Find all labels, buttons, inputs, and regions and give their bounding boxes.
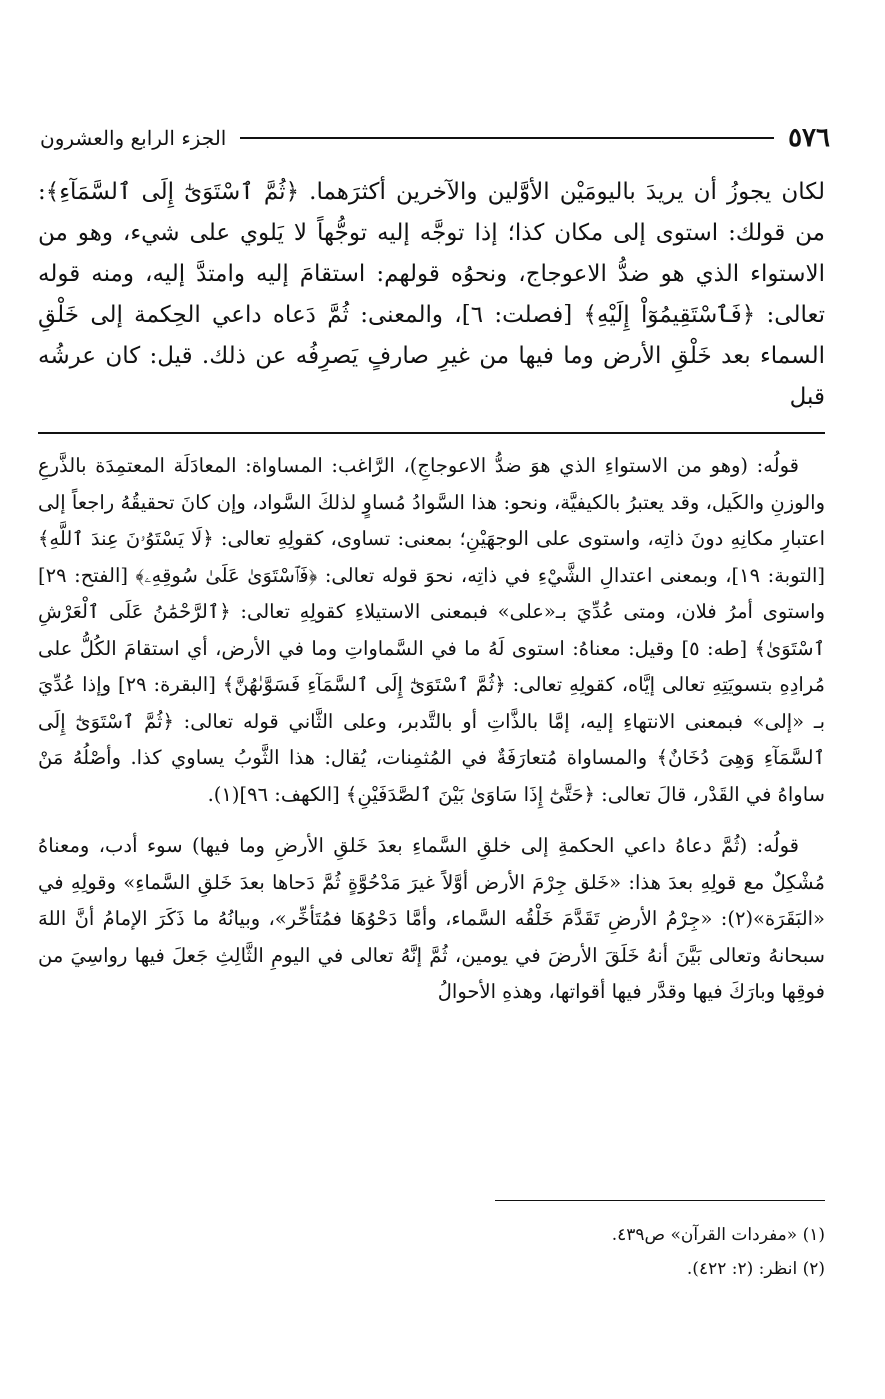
header-rule bbox=[240, 137, 774, 139]
footnote-divider bbox=[495, 1200, 825, 1201]
commentary-paragraph-1: قولُه: (وهو من الاستواءِ الذي هوَ ضدُّ الاعوجاجِ)، الرَّاغب: المساواة: المعادَلَة المعتمِدَة بالذَّرعِ والوزنِ والكَيل، وقد يعتبرُ بالكيفيَّة، ونحو: هذا السَّوادُ مُساوٍ لذلكَ السَّواد، وإن كانَ تحقيقُهُ راجعاً إلى اعتبارِ مكانِهِ دونَ ذاتِه، واستوى على الوجهَيْنِ؛ بمعنى: تساوى، كقولِهِ تعالى: ﴿لَا يَسْتَوُۥنَ عِندَ ٱللَّهِ﴾ [التوبة: ١٩]، وبمعنى اعتدالِ الشَّيْءِ في ذاتِه، نحوَ قوله تعالى: ﴿فَٱسْتَوَىٰ عَلَىٰ سُوقِهِۦ﴾ [الفتح: ٢٩] واستوى أمرُ فلان، ومتى عُدِّيَ بـ«على» فبمعنى الاستيلاءِ كقولِهِ تعالى: ﴿ٱلرَّحْمَٰنُ عَلَى ٱلْعَرْشِ ٱسْتَوَىٰ﴾ [طه: ٥] وقيل: معناهُ: استوى لَهُ ما في السَّماواتِ وما في الأرض، أي استقامَ الكُلُّ على مُرادِهِ بتسويَتِهِ تعالى إيَّاه، كقولِهِ تعالى: ﴿ثُمَّ ٱسْتَوَىٰٓ إِلَى ٱلسَّمَآءِ فَسَوَّىٰهُنَّ﴾ [البقرة: ٢٩] وإذا عُدِّيَ بـ «إلى» فبمعنى الانتهاءِ إليه، إمَّا بالذَّاتِ أو بالتَّدبر، وعلى الثَّاني قوله تعالى: ﴿ثُمَّ ٱسْتَوَىٰٓ إِلَى ٱلسَّمَآءِ وَهِىَ دُخَانٌ﴾ والمساواة مُتعارَفَةٌ في المُثمِنات، يُقال: هذا الثَّوبُ يساوي كذا. وأصْلُهُ مَنْ ساواهُ في القَدْر، قالَ تعالى: ﴿حَتَّىٰٓ إِذَا سَاوَىٰ بَيْنَ ٱلصَّدَفَيْنِ﴾ [الكهف: ٩٦](١). bbox=[38, 454, 826, 806]
page-header bbox=[40, 118, 830, 158]
footnotes bbox=[38, 1218, 825, 1286]
commentary-paragraph-2: قولُه: (ثُمَّ دعاهُ داعي الحكمةِ إلى خلقِ السَّماءِ بعدَ خَلقِ الأرضِ وما فيها) سوء أدب، ومعناهُ مُشْكِلٌ مع قولِهِ بعدَ هذا: «خَلق جِرْمَ الأرض أوَّلاً غيرَ مَدْحُوَّةٍ ثُمَّ دَحاها بعدَ خَلقِ السَّماءِ» وقولِهِ في «البَقَرَة»(٢): «جِرْمُ الأرضِ تَقَدَّمَ خَلْقُه السَّماء، وأمَّا دَحْوُهَا فمُتَأخِّر»، وبيانُهُ ما ذَكَرَ الإمامُ أنَّ اللهَ سبحانهُ وتعالى بَيَّنَ أنهُ خَلَقَ الأرضَ في يومين، ثُمَّ إنَّهُ تعالى في اليومِ الثَّالِثِ جَعلَ فيها رواسِيَ من فوقِها وبارَكَ فيها وقدَّر فيها أقواتها، وهذهِ الأحوالُ bbox=[38, 834, 825, 1003]
footnote-1: (١) «مفردات القرآن» ص٤٣٩. bbox=[611, 1225, 825, 1245]
running-title: الجزء الرابع والعشرون bbox=[40, 126, 227, 150]
main-text bbox=[38, 172, 825, 418]
main-paragraph: لكان يجوزُ أن يريدَ باليومَيْن الأوَّلين والآخرين أكثرَهما. ﴿ثُمَّ ٱسْتَوَىٰٓ إِلَى ٱلسَّمَآءِ﴾: من قولك: استوى إلى مكان كذا؛ إذا توجَّه إليه توجُّهاً لا يَلوي على شيء، وهو من الاستواء الذي هو ضدُّ الاعوجاج، ونحوُه قولهم: استقامَ إليه وامتدَّ إليه، ومنه قوله تعالى: ﴿فَٱسْتَقِيمُوٓاْ إِلَيْهِ﴾ [فصلت: ٦]، والمعنى: ثُمَّ دَعاه داعي الحِكمة إلى خَلْقِ السماء بعد خَلْقِ الأرض وما فيها من غيرِ صارفٍ يَصرِفُه عن ذلك. قيل: كان عرشُه قبل bbox=[38, 179, 825, 410]
commentary bbox=[38, 448, 825, 1026]
footnote-2: (٢) انظر: (٢: ٤٢٢). bbox=[686, 1259, 825, 1279]
main-text-divider bbox=[38, 432, 825, 434]
page-number: ٥٧٦ bbox=[788, 123, 830, 153]
